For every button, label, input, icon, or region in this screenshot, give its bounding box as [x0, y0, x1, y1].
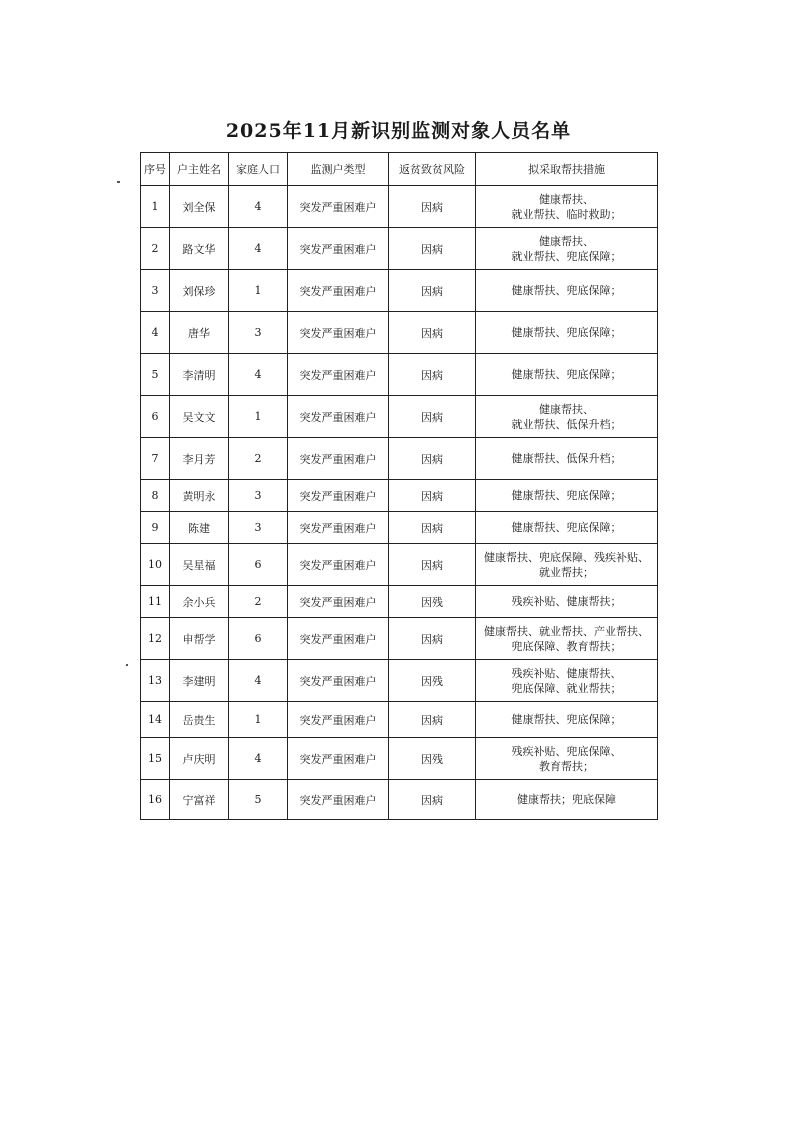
table-row [141, 312, 658, 354]
cell-poverty-risk: 因病 [389, 312, 476, 354]
measure-line: 健康帮扶、兜底保障； [511, 521, 622, 534]
cell-household-size: 4 [229, 186, 288, 228]
cell-serial: 3 [141, 270, 170, 312]
measure-line: 健康帮扶；兜底保障 [517, 793, 616, 806]
measure-line: 健康帮扶、兜底保障； [511, 713, 622, 726]
cell-serial: 2 [141, 228, 170, 270]
cell-monitoring-type: 突发严重困难户 [288, 354, 389, 396]
cell-assistance-measures [476, 228, 658, 270]
measure-line: 健康帮扶、 [539, 234, 594, 248]
header-monitoring-type: 监测户类型 [288, 153, 389, 186]
cell-assistance-measures [476, 738, 658, 780]
cell-householder-name: 李清明 [170, 354, 229, 396]
cell-poverty-risk: 因病 [389, 438, 476, 480]
measure-line: 健康帮扶、兜底保障； [511, 326, 622, 339]
table-row [141, 480, 658, 512]
cell-poverty-risk: 因病 [389, 702, 476, 738]
cell-monitoring-type: 突发严重困难户 [288, 228, 389, 270]
cell-serial: 11 [141, 586, 170, 618]
cell-household-size: 3 [229, 512, 288, 544]
cell-serial: 13 [141, 660, 170, 702]
measure-line: 残疾补贴、健康帮扶、 [511, 666, 622, 680]
cell-householder-name: 吴星福 [170, 544, 229, 586]
cell-assistance-measures [476, 396, 658, 438]
cell-serial: 16 [141, 780, 170, 820]
table-row [141, 186, 658, 228]
cell-serial: 4 [141, 312, 170, 354]
header-poverty-risk: 返贫致贫风险 [389, 153, 476, 186]
table-row [141, 270, 658, 312]
scan-speck [117, 181, 120, 183]
cell-household-size: 4 [229, 738, 288, 780]
header-householder-name: 户主姓名 [170, 153, 229, 186]
cell-serial: 1 [141, 186, 170, 228]
cell-monitoring-type: 突发严重困难户 [288, 586, 389, 618]
measure-line: 健康帮扶、 [539, 192, 594, 206]
cell-householder-name: 余小兵 [170, 586, 229, 618]
cell-household-size: 2 [229, 438, 288, 480]
header-household-size: 家庭人口 [229, 153, 288, 186]
cell-monitoring-type: 突发严重困难户 [288, 738, 389, 780]
table-body [141, 186, 658, 820]
cell-assistance-measures [476, 660, 658, 702]
cell-monitoring-type: 突发严重困难户 [288, 512, 389, 544]
cell-householder-name: 刘全保 [170, 186, 229, 228]
cell-householder-name: 唐华 [170, 312, 229, 354]
cell-monitoring-type: 突发严重困难户 [288, 618, 389, 660]
measure-line: 健康帮扶、兜底保障； [511, 284, 622, 297]
cell-poverty-risk: 因病 [389, 780, 476, 820]
cell-monitoring-type: 突发严重困难户 [288, 438, 389, 480]
cell-serial: 10 [141, 544, 170, 586]
measure-line: 兜底保障、就业帮扶； [511, 681, 622, 695]
cell-assistance-measures [476, 618, 658, 660]
cell-householder-name: 卢庆明 [170, 738, 229, 780]
cell-poverty-risk: 因病 [389, 354, 476, 396]
cell-monitoring-type: 突发严重困难户 [288, 480, 389, 512]
cell-serial: 14 [141, 702, 170, 738]
cell-assistance-measures [476, 702, 658, 738]
cell-assistance-measures [476, 186, 658, 228]
cell-monitoring-type: 突发严重困难户 [288, 544, 389, 586]
table-row [141, 396, 658, 438]
table-row [141, 438, 658, 480]
measure-line: 健康帮扶、就业帮扶、产业帮扶、 [484, 624, 649, 638]
measure-line: 残疾补贴、兜底保障、 [511, 744, 622, 758]
cell-householder-name: 岳贵生 [170, 702, 229, 738]
cell-householder-name: 李建明 [170, 660, 229, 702]
cell-assistance-measures [476, 586, 658, 618]
table-row [141, 660, 658, 702]
cell-household-size: 1 [229, 702, 288, 738]
cell-poverty-risk: 因病 [389, 544, 476, 586]
cell-poverty-risk: 因残 [389, 586, 476, 618]
cell-household-size: 4 [229, 660, 288, 702]
cell-poverty-risk: 因病 [389, 228, 476, 270]
cell-serial: 7 [141, 438, 170, 480]
cell-assistance-measures [476, 480, 658, 512]
cell-household-size: 1 [229, 270, 288, 312]
table-row [141, 354, 658, 396]
cell-poverty-risk: 因病 [389, 618, 476, 660]
cell-household-size: 6 [229, 544, 288, 586]
cell-household-size: 1 [229, 396, 288, 438]
cell-poverty-risk: 因病 [389, 512, 476, 544]
cell-serial: 8 [141, 480, 170, 512]
cell-assistance-measures [476, 354, 658, 396]
cell-monitoring-type: 突发严重困难户 [288, 186, 389, 228]
cell-poverty-risk: 因残 [389, 738, 476, 780]
measure-line: 兜底保障、教育帮扶； [511, 639, 622, 653]
table-row [141, 780, 658, 820]
cell-poverty-risk: 因残 [389, 660, 476, 702]
measure-line: 健康帮扶、兜底保障； [511, 489, 622, 502]
cell-assistance-measures [476, 312, 658, 354]
table-row [141, 702, 658, 738]
table-row [141, 512, 658, 544]
scan-speck [126, 664, 128, 666]
cell-poverty-risk: 因病 [389, 186, 476, 228]
cell-household-size: 4 [229, 228, 288, 270]
cell-assistance-measures [476, 270, 658, 312]
cell-household-size: 6 [229, 618, 288, 660]
table-row [141, 544, 658, 586]
cell-householder-name: 吴文文 [170, 396, 229, 438]
cell-serial: 5 [141, 354, 170, 396]
cell-serial: 12 [141, 618, 170, 660]
table-row [141, 228, 658, 270]
cell-household-size: 4 [229, 354, 288, 396]
header-serial: 序号 [141, 153, 170, 186]
cell-poverty-risk: 因病 [389, 270, 476, 312]
measure-line: 就业帮扶； [539, 565, 594, 579]
table-row [141, 618, 658, 660]
measure-line: 就业帮扶、临时救助； [511, 207, 622, 221]
cell-household-size: 3 [229, 480, 288, 512]
cell-monitoring-type: 突发严重困难户 [288, 702, 389, 738]
cell-monitoring-type: 突发严重困难户 [288, 780, 389, 820]
measure-line: 残疾补贴、健康帮扶； [511, 595, 622, 608]
measure-line: 健康帮扶、兜底保障； [511, 368, 622, 381]
table-row [141, 586, 658, 618]
cell-householder-name: 黄明永 [170, 480, 229, 512]
table-header-row [141, 153, 658, 186]
cell-assistance-measures [476, 544, 658, 586]
measure-line: 就业帮扶、兜底保障； [511, 249, 622, 263]
cell-poverty-risk: 因病 [389, 480, 476, 512]
cell-householder-name: 路文华 [170, 228, 229, 270]
cell-household-size: 5 [229, 780, 288, 820]
measure-line: 健康帮扶、 [539, 402, 594, 416]
cell-assistance-measures [476, 780, 658, 820]
cell-household-size: 2 [229, 586, 288, 618]
measure-line: 健康帮扶、低保升档； [511, 452, 622, 465]
cell-monitoring-type: 突发严重困难户 [288, 270, 389, 312]
cell-householder-name: 陈建 [170, 512, 229, 544]
cell-monitoring-type: 突发严重困难户 [288, 660, 389, 702]
cell-householder-name: 宁富祥 [170, 780, 229, 820]
measure-line: 教育帮扶； [539, 759, 594, 773]
document-title: 2025年11月新识别监测对象人员名单 [225, 120, 572, 142]
table-row [141, 738, 658, 780]
cell-householder-name: 刘保珍 [170, 270, 229, 312]
monitoring-roster-table [140, 152, 658, 820]
cell-serial: 9 [141, 512, 170, 544]
cell-assistance-measures [476, 438, 658, 480]
cell-monitoring-type: 突发严重困难户 [288, 312, 389, 354]
cell-householder-name: 李月芳 [170, 438, 229, 480]
measure-line: 健康帮扶、兜底保障、残疾补贴、 [484, 550, 649, 564]
measure-line: 就业帮扶、低保升档； [511, 417, 622, 431]
cell-household-size: 3 [229, 312, 288, 354]
header-assistance-measures: 拟采取帮扶措施 [476, 153, 658, 186]
cell-serial: 15 [141, 738, 170, 780]
cell-serial: 6 [141, 396, 170, 438]
cell-assistance-measures [476, 512, 658, 544]
cell-poverty-risk: 因病 [389, 396, 476, 438]
cell-monitoring-type: 突发严重困难户 [288, 396, 389, 438]
cell-householder-name: 申帮学 [170, 618, 229, 660]
